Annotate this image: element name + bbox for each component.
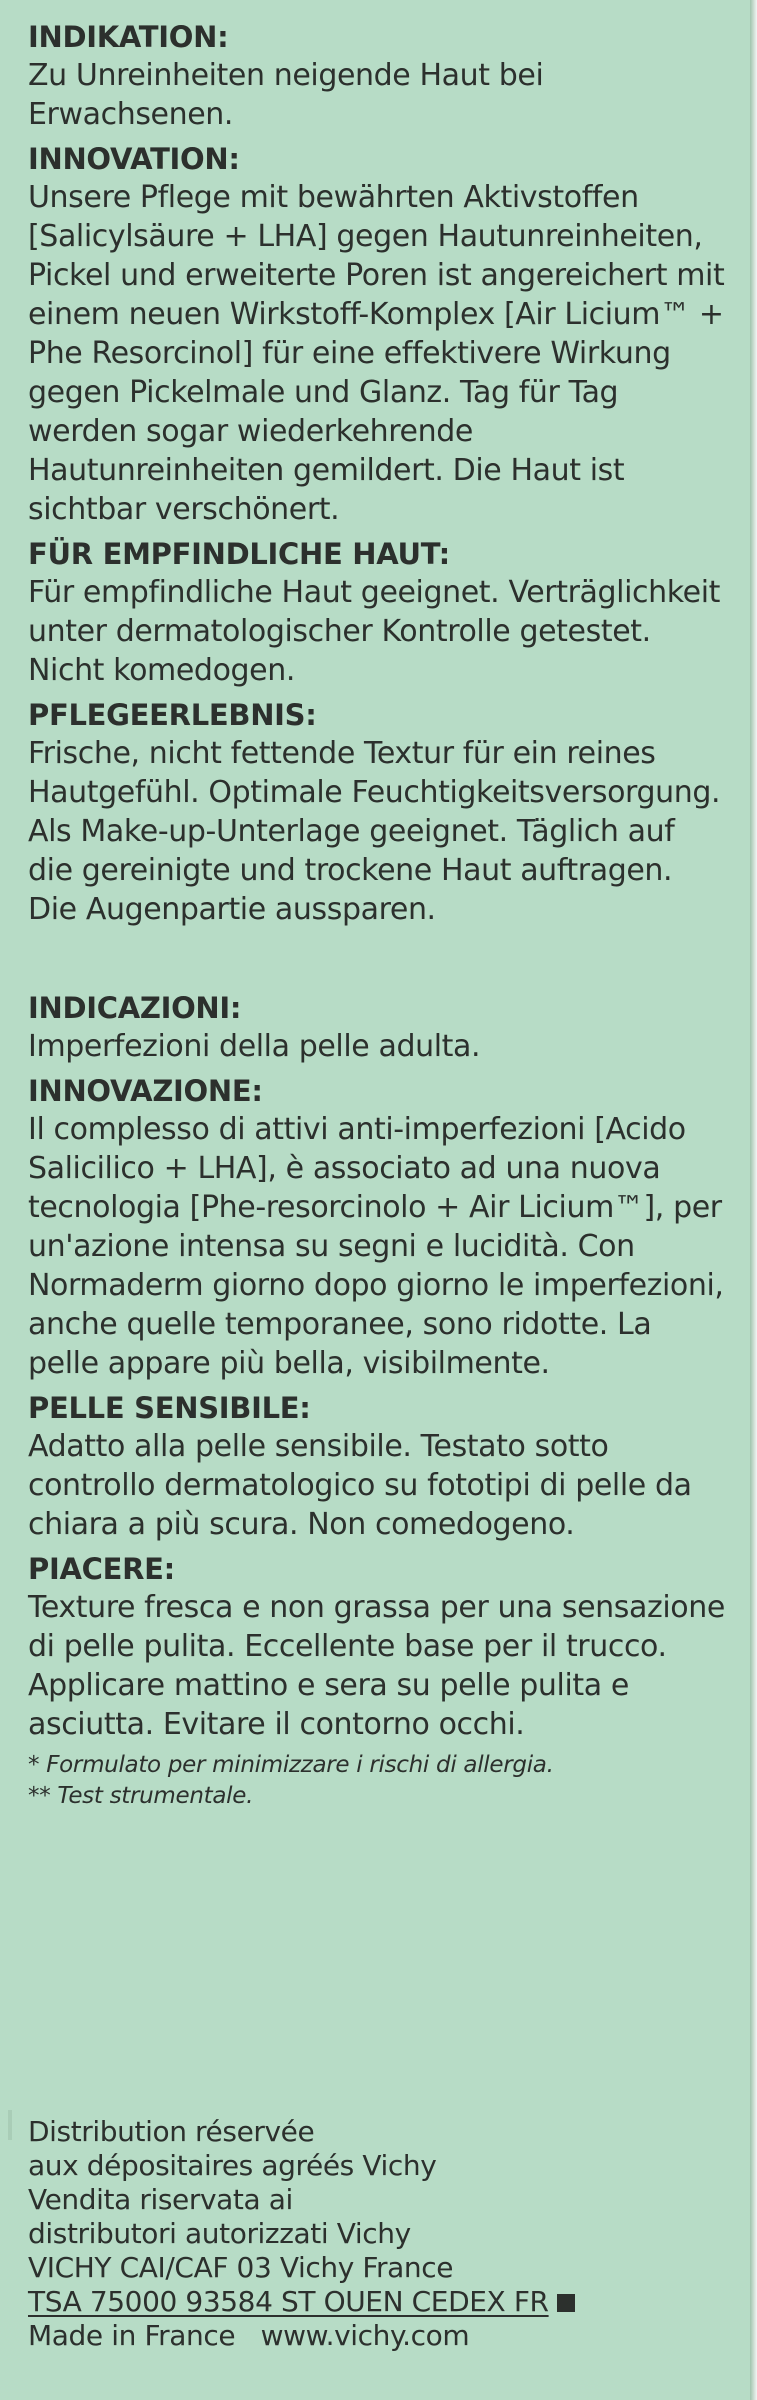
section-heading-piacere: PIACERE:: [28, 1552, 175, 1586]
origin-website-line: Made in France www.vichy.com: [28, 2319, 470, 2352]
address-line: [28, 2285, 728, 2319]
section-heading-innovation: INNOVATION:: [28, 142, 240, 176]
section-text-indicazioni: Imperfezioni della pelle adulta.: [28, 1029, 481, 1064]
section-heading-pflegeerlebnis: PFLEGEERLEBNIS:: [28, 698, 317, 732]
section-heading-indikation: INDIKATION:: [28, 20, 229, 54]
section-heading-innovazione: INNOVAZIONE:: [28, 1074, 263, 1108]
address-text: TSA 75000 93584 ST OUEN CEDEX FR: [28, 2285, 549, 2318]
section-text-pelle-sensibile: Adatto alla pelle sensibile. Testato sotto controllo dermatologico su fototipi di pelle da chiara a più scura. Non comedogeno.: [28, 1429, 692, 1542]
section-text-indikation: Zu Unreinheiten neigende Haut bei Erwachsenen.: [28, 58, 544, 132]
cut-mark: [8, 2110, 12, 2140]
distribution-line: aux dépositaires agréés Vichy: [28, 2149, 437, 2182]
distribution-block: [28, 2115, 728, 2353]
section-text-innovation: Unsere Pflege mit bewährten Aktivstoffen [Salicylsäure + LHA] gegen Hautunreinheiten, Pickel und erweiterte Poren ist angereichert mit einem neuen Wirkstoff-Komplex [Air Licium™ + Phe Resorcinol] für eine effektivere Wirkung gegen Pickelmale und Glanz. Tag für Tag werden sogar wiederkehrende Hautunreinheiten gemildert. Die Haut ist sichtbar verschönert.: [28, 180, 725, 527]
distribution-line: Vendita riservata ai: [28, 2183, 293, 2216]
section-heading-pelle-sensibile: PELLE SENSIBILE:: [28, 1391, 311, 1425]
distribution-line: VICHY CAI/CAF 03 Vichy France: [28, 2251, 454, 2284]
section-text-empfindliche-haut: Für empfindliche Haut geeignet. Verträglichkeit unter dermatologischer Kontrolle getestet. Nicht komedogen.: [28, 575, 720, 688]
package-edge: [750, 0, 757, 2400]
section-text-pflegeerlebnis: Frische, nicht fettende Textur für ein reines Hautgefühl. Optimale Feuchtigkeitsversorgung. Als Make-up-Unterlage geeignet. Täglich auf die gereinigte und trockene Haut auftragen. Die Augenpartie aussparen.: [28, 736, 721, 927]
square-mark-icon: [557, 2294, 575, 2312]
distribution-line: Distribution réservée: [28, 2115, 315, 2148]
language-divider-gap: [28, 935, 728, 989]
section-heading-empfindliche-haut: FÜR EMPFINDLICHE HAUT:: [28, 537, 450, 571]
distribution-line: distributori autorizzati Vichy: [28, 2217, 411, 2250]
section-heading-indicazioni: INDICAZIONI:: [28, 991, 242, 1025]
section-text-piacere: Texture fresca e non grassa per una sensazione di pelle pulita. Eccellente base per il trucco. Applicare mattino e sera su pelle pulita e asciutta. Evitare il contorno occhi.: [28, 1590, 725, 1742]
footnote-allergy: * Formulato per minimizzare i rischi di allergia.: [28, 1752, 554, 1778]
footnote-test: ** Test strumentale.: [28, 1783, 254, 1809]
product-text: [28, 18, 728, 1812]
section-text-innovazione: Il complesso di attivi anti-imperfezioni [Acido Salicilico + LHA], è associato ad una nuova tecnologia [Phe-resorcinolo + Air Licium™], per un'azione intensa su segni e lucidità. Con Normaderm giorno dopo giorno le imperfezioni, anche quelle temporanee, sono ridotte. La pelle appare più bella, visibilmente.: [28, 1112, 724, 1381]
